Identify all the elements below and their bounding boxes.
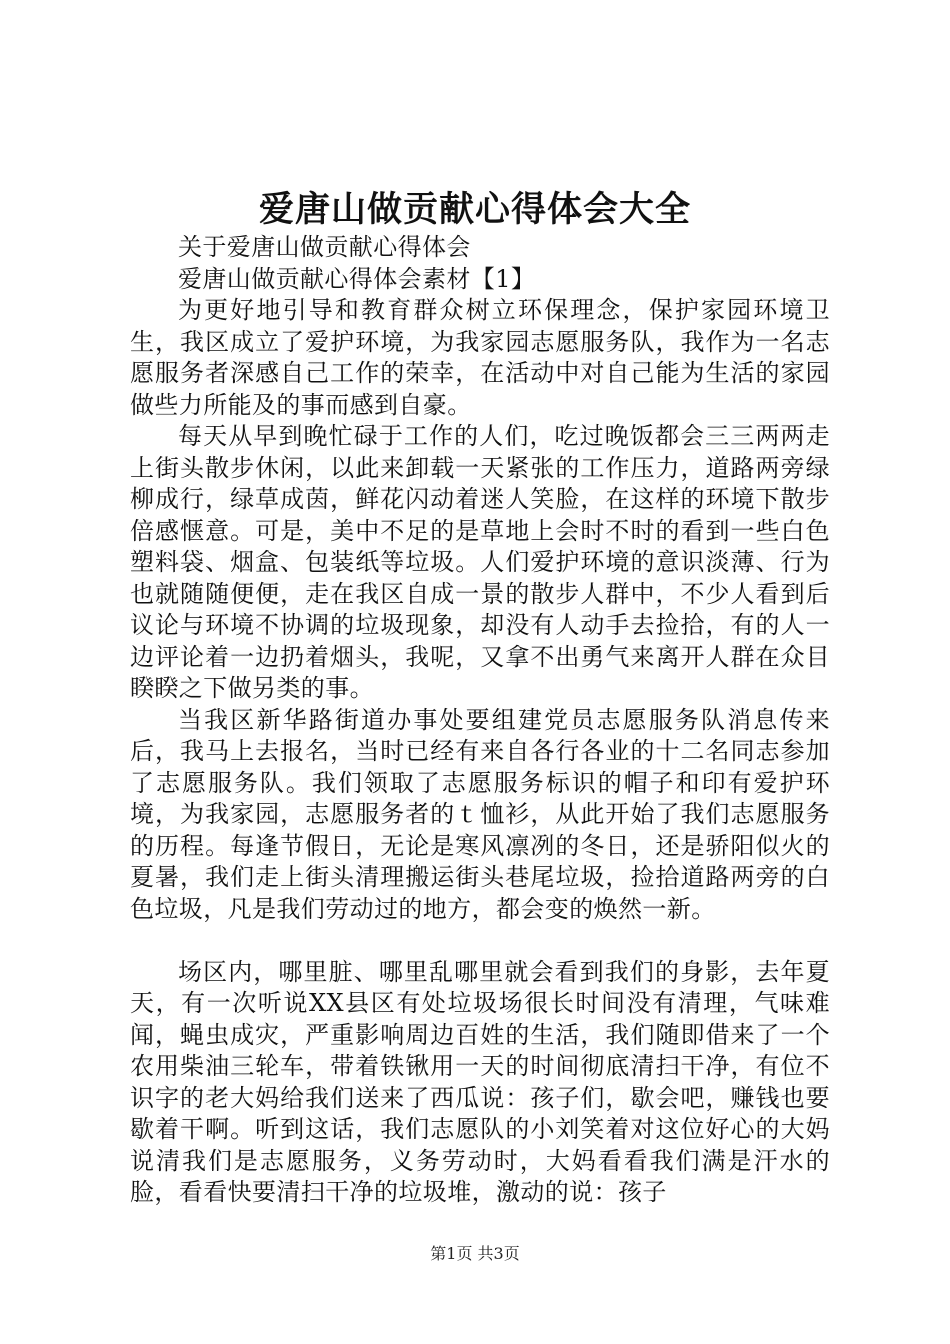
paragraph-1: 为更好地引导和教育群众树立环保理念，保护家园环境卫生，我区成立了爱护环境，为我家园志愿服务队，我作为一名志愿服务者深感自己工作的荣幸，在活动中对自己能为生活的家园做些力所能及的事而感到自豪。 — [130, 296, 830, 419]
paragraph-2: 每天从早到晚忙碌于工作的人们，吃过晚饭都会三三两两走上街头散步休闲，以此来卸载一天紧张的工作压力，道路两旁绿柳成行，绿草成茵，鲜花闪动着迷人笑脸，在这样的环境下散步倍感惬意。可是，美中不足的是草地上会时不时的看到一些白色塑料袋、烟盒、包装纸等垃圾。人们爱护环境的意识淡薄、行为也就随随便便，走在我区自成一景的散步人群中，不少人看到后议论与环境不协调的垃圾现象，却没有人动手去捡拾，有的人一边评论着一边扔着烟头，我呢，又拿不出勇气来离开人群在众目睽睽之下做另类的事。 — [130, 422, 830, 702]
document-body — [130, 232, 830, 1209]
subheading-2: 爱唐山做贡献心得体会素材【1】 — [178, 264, 536, 293]
subheading-1: 关于爱唐山做贡献心得体会 — [178, 233, 471, 261]
document-title: 爱唐山做贡献心得体会大全 — [258, 189, 691, 230]
paragraph-spacer — [130, 925, 830, 957]
paragraph-4: 场区内，哪里脏、哪里乱哪里就会看到我们的身影，去年夏天，有一次听说XX县区有处垃圾场很长时间没有清理，气味难闻，蝇虫成灾，严重影响周边百姓的生活，我们随即借来了一个农用柴油三轮车，带着铁锹用一天的时间彻底清扫干净，有位不识字的老大妈给我们送来了西瓜说：孩子们，歇会吧，赚钱也要歇着干啊。听到这话，我们志愿队的小刘笑着对这位好心的大妈说清我们是志愿服务，义务劳动时，大妈看看我们满是汗水的脸，看看快要清扫干净的垃圾堆，激动的说：孩子 — [130, 957, 830, 1206]
paragraph-3: 当我区新华路街道办事处要组建党员志愿服务队消息传来后，我马上去报名，当时已经有来自各行各业的十二名同志参加了志愿服务队。我们领取了志愿服务标识的帽子和印有爱护环境，为我家园，志愿服务者的ｔ恤衫，从此开始了我们志愿服务的历程。每逢节假日，无论是寒风凛冽的冬日，还是骄阳似火的夏暑，我们走上街头清理搬运街头巷尾垃圾，捡拾道路两旁的白色垃圾，凡是我们劳动过的地方，都会变的焕然一新。 — [130, 705, 830, 923]
page-footer: 第1页 共3页 — [430, 1244, 520, 1263]
